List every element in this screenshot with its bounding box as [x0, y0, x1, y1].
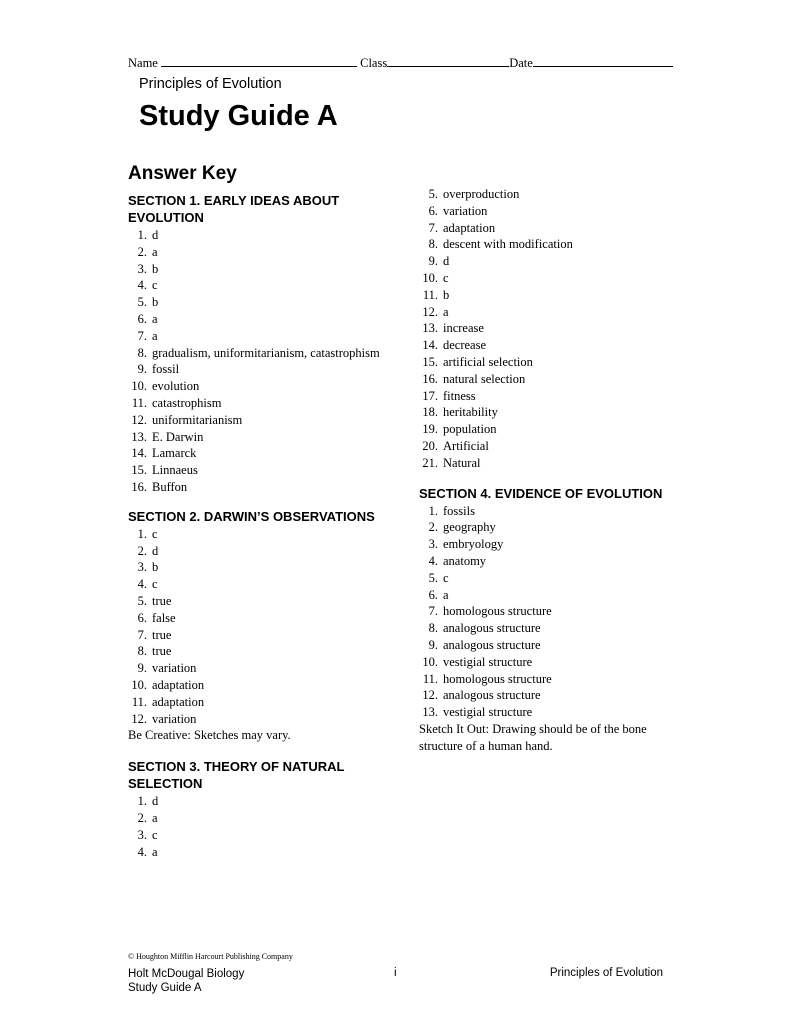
page-number: i [394, 967, 397, 979]
answer-item [419, 203, 679, 220]
answer-number: 16. [131, 479, 147, 494]
footer-chapter: Principles of Evolution [549, 967, 663, 979]
footer-book-title: Holt McDougal Biology [128, 968, 245, 980]
answer-text: c [152, 577, 158, 592]
answer-number: 9. [137, 661, 147, 676]
answer-item [128, 810, 398, 827]
answer-text: b [152, 560, 159, 575]
answer-number: 3. [137, 560, 147, 575]
answer-item [128, 576, 398, 593]
answer-item [128, 445, 398, 462]
answer-text: Artificial [443, 438, 489, 453]
answer-number: 5. [137, 593, 147, 608]
answer-number: 10. [422, 270, 438, 285]
answer-text: gradualism, uniformitarianism, catastrophism [152, 345, 380, 360]
answer-text: a [152, 810, 158, 825]
right-column [419, 186, 679, 755]
answer-number: 13. [422, 705, 438, 720]
answer-item [128, 479, 398, 496]
answer-text: c [152, 278, 158, 293]
answer-text: fitness [443, 388, 476, 403]
answer-text: fossil [152, 362, 180, 377]
answer-text: b [152, 261, 159, 276]
answer-number: 11. [131, 395, 147, 410]
answer-text: variation [152, 711, 197, 726]
answer-text: d [152, 543, 159, 558]
answer-list-continued [419, 186, 679, 472]
answer-text: overproduction [443, 187, 520, 201]
answer-item [128, 793, 398, 810]
answer-text: analogous structure [443, 637, 541, 652]
answer-text: c [152, 827, 158, 842]
chapter-title: Principles of Evolution [139, 76, 282, 92]
answer-item [128, 610, 398, 627]
answer-item [128, 412, 398, 429]
answer-item [419, 687, 679, 704]
answer-text: geography [443, 520, 496, 535]
answer-item [419, 186, 679, 203]
answer-item [128, 643, 398, 660]
answer-item [419, 587, 679, 604]
answer-number: 2. [137, 244, 147, 259]
answer-number: 1. [137, 228, 147, 242]
answer-item [419, 704, 679, 721]
answer-text: artificial selection [443, 354, 533, 369]
answer-item [128, 677, 398, 694]
answer-number: 11. [131, 694, 147, 709]
answer-item [128, 244, 398, 261]
answer-number: 10. [131, 677, 147, 692]
answer-text: a [443, 304, 449, 319]
answer-text: d [443, 254, 450, 269]
answer-number: 7. [428, 220, 438, 235]
answer-number: 12. [131, 711, 147, 726]
answer-text: heritability [443, 405, 498, 420]
answer-item [419, 320, 679, 337]
answer-text: analogous structure [443, 688, 541, 703]
answer-text: increase [443, 321, 484, 336]
answer-number: 1. [137, 794, 147, 809]
answer-item [419, 253, 679, 270]
section-4 [419, 485, 679, 755]
answer-number: 5. [428, 570, 438, 585]
answer-item [419, 236, 679, 253]
answer-number: 3. [137, 261, 147, 276]
footer-book-subtitle: Study Guide A [128, 982, 202, 994]
answer-item [128, 227, 398, 244]
answer-item [419, 404, 679, 421]
answer-item [128, 827, 398, 844]
name-label: Name [128, 56, 158, 70]
answer-text: vestigial structure [443, 654, 533, 669]
answer-text: embryology [443, 537, 504, 552]
answer-number: 18. [422, 405, 438, 420]
answer-number: 7. [137, 627, 147, 642]
answer-text: a [152, 844, 158, 859]
section-title: SECTION 4. EVIDENCE OF EVOLUTION [419, 485, 663, 501]
answer-list [128, 526, 398, 728]
answer-item [128, 361, 398, 378]
answer-text: adaptation [152, 677, 205, 692]
answer-item [419, 553, 679, 570]
answer-text: population [443, 422, 497, 437]
class-blank [387, 54, 509, 67]
answer-item [128, 294, 398, 311]
answer-number: 1. [137, 526, 147, 541]
copyright: © Houghton Mifflin Harcourt Publishing Company [128, 952, 293, 961]
answer-item [419, 455, 679, 472]
answer-item [419, 304, 679, 321]
answer-item [419, 519, 679, 536]
date-blank [533, 54, 673, 67]
answer-text: Natural [443, 455, 481, 470]
answer-text: c [443, 570, 449, 585]
section-title: SECTION 2. DARWIN’S OBSERVATIONS [128, 508, 375, 524]
answer-text: fossils [443, 503, 475, 518]
answer-number: 7. [137, 328, 147, 343]
answer-item [128, 543, 398, 560]
date-label: Date [509, 56, 533, 70]
answer-number: 1. [428, 503, 438, 518]
answer-number: 21. [422, 455, 438, 470]
answer-text: true [152, 627, 172, 642]
answer-number: 14. [131, 446, 147, 461]
left-column [128, 192, 398, 860]
answer-list [128, 793, 398, 860]
answer-item [419, 421, 679, 438]
answer-number: 7. [428, 604, 438, 619]
answer-number: 6. [428, 203, 438, 218]
answer-number: 4. [428, 553, 438, 568]
answer-text: true [152, 593, 172, 608]
answer-item [419, 671, 679, 688]
answer-number: 12. [422, 304, 438, 319]
answer-text: d [152, 228, 159, 242]
answer-text: evolution [152, 379, 200, 394]
answer-number: 15. [422, 354, 438, 369]
answer-number: 3. [428, 537, 438, 552]
answer-number: 11. [422, 671, 438, 686]
answer-text: b [152, 295, 159, 310]
answer-number: 8. [137, 345, 147, 360]
answer-text: d [152, 794, 159, 809]
answer-number: 6. [137, 610, 147, 625]
answer-text: c [152, 526, 158, 541]
answer-item [128, 694, 398, 711]
answer-number: 16. [422, 371, 438, 386]
answer-number: 14. [422, 338, 438, 353]
answer-number: 12. [422, 688, 438, 703]
answer-text: vestigial structure [443, 705, 533, 720]
answer-number: 10. [131, 379, 147, 394]
answer-number: 19. [422, 422, 438, 437]
section-note: Be Creative: Sketches may vary. [128, 728, 291, 743]
answer-text: homologous structure [443, 671, 552, 686]
answer-number: 2. [428, 520, 438, 535]
answer-text: a [152, 328, 158, 343]
answer-number: 8. [137, 644, 147, 659]
answer-text: natural selection [443, 371, 526, 386]
answer-item [128, 593, 398, 610]
answer-number: 17. [422, 388, 438, 403]
answer-item [128, 462, 398, 479]
answer-number: 3. [137, 827, 147, 842]
answer-text: anatomy [443, 553, 487, 568]
answer-item [419, 503, 679, 520]
answer-text: a [443, 587, 449, 602]
answer-item [419, 354, 679, 371]
answer-number: 8. [428, 237, 438, 252]
footer-book-info [128, 967, 244, 995]
section-2 [128, 508, 398, 744]
answer-text: analogous structure [443, 621, 541, 636]
answer-item [128, 277, 398, 294]
answer-key-heading: Answer Key [128, 163, 237, 184]
answer-item [419, 337, 679, 354]
answer-text: true [152, 644, 172, 659]
section-1 [128, 192, 398, 496]
answer-number: 2. [137, 543, 147, 558]
answer-text: Lamarck [152, 446, 197, 461]
answer-item [128, 328, 398, 345]
answer-item [128, 395, 398, 412]
answer-text: homologous structure [443, 604, 552, 619]
answer-text: decrease [443, 338, 487, 353]
answer-text: E. Darwin [152, 429, 204, 444]
answer-text: uniformitarianism [152, 412, 243, 427]
answer-number: 11. [422, 287, 438, 302]
answer-item [419, 220, 679, 237]
answer-item [128, 526, 398, 543]
answer-number: 15. [131, 463, 147, 478]
answer-item [128, 559, 398, 576]
answer-item [419, 536, 679, 553]
section-title: SECTION 1. EARLY IDEAS ABOUT EVOLUTION [128, 193, 340, 225]
answer-number: 2. [137, 810, 147, 825]
answer-text: a [152, 244, 158, 259]
answer-text: c [443, 270, 449, 285]
answer-number: 9. [428, 254, 438, 269]
answer-item [128, 378, 398, 395]
answer-text: Buffon [152, 479, 188, 494]
answer-number: 5. [428, 187, 438, 201]
answer-text: Linnaeus [152, 463, 198, 478]
answer-item [419, 637, 679, 654]
section-3 [128, 758, 398, 860]
answer-number: 5. [137, 295, 147, 310]
answer-number: 10. [422, 654, 438, 669]
answer-number: 20. [422, 438, 438, 453]
answer-item [419, 270, 679, 287]
answer-number: 9. [137, 362, 147, 377]
answer-item [419, 388, 679, 405]
answer-number: 6. [137, 311, 147, 326]
answer-list [128, 227, 398, 496]
answer-number: 12. [131, 412, 147, 427]
answer-item [419, 287, 679, 304]
answer-item [419, 603, 679, 620]
answer-item [128, 311, 398, 328]
answer-text: b [443, 287, 450, 302]
answer-number: 13. [422, 321, 438, 336]
answer-list [419, 503, 679, 721]
answer-number: 4. [137, 278, 147, 293]
answer-number: 6. [428, 587, 438, 602]
answer-item [128, 627, 398, 644]
page-title: Study Guide A [139, 100, 338, 132]
answer-number: 13. [131, 429, 147, 444]
answer-item [419, 654, 679, 671]
answer-item [128, 711, 398, 728]
answer-number: 9. [428, 637, 438, 652]
name-blank [161, 54, 357, 67]
answer-text: variation [443, 203, 488, 218]
header-line [128, 54, 673, 71]
class-label: Class [360, 56, 388, 70]
answer-item [128, 261, 398, 278]
answer-number: 4. [137, 577, 147, 592]
answer-number: 4. [137, 844, 147, 859]
answer-text: adaptation [152, 694, 205, 709]
answer-item [128, 660, 398, 677]
answer-text: a [152, 311, 158, 326]
section-note: Sketch It Out: Drawing should be of the bone structure of a human hand. [419, 721, 647, 753]
answer-number: 8. [428, 621, 438, 636]
answer-item [419, 438, 679, 455]
answer-item [128, 429, 398, 446]
answer-item [128, 345, 398, 362]
answer-text: variation [152, 661, 197, 676]
answer-item [128, 844, 398, 861]
section-title: SECTION 3. THEORY OF NATURAL SELECTION [128, 759, 345, 792]
answer-text: adaptation [443, 220, 496, 235]
answer-text: false [152, 610, 176, 625]
answer-item [419, 620, 679, 637]
answer-item [419, 371, 679, 388]
answer-text: descent with modification [443, 237, 573, 252]
answer-text: catastrophism [152, 395, 222, 410]
answer-item [419, 570, 679, 587]
